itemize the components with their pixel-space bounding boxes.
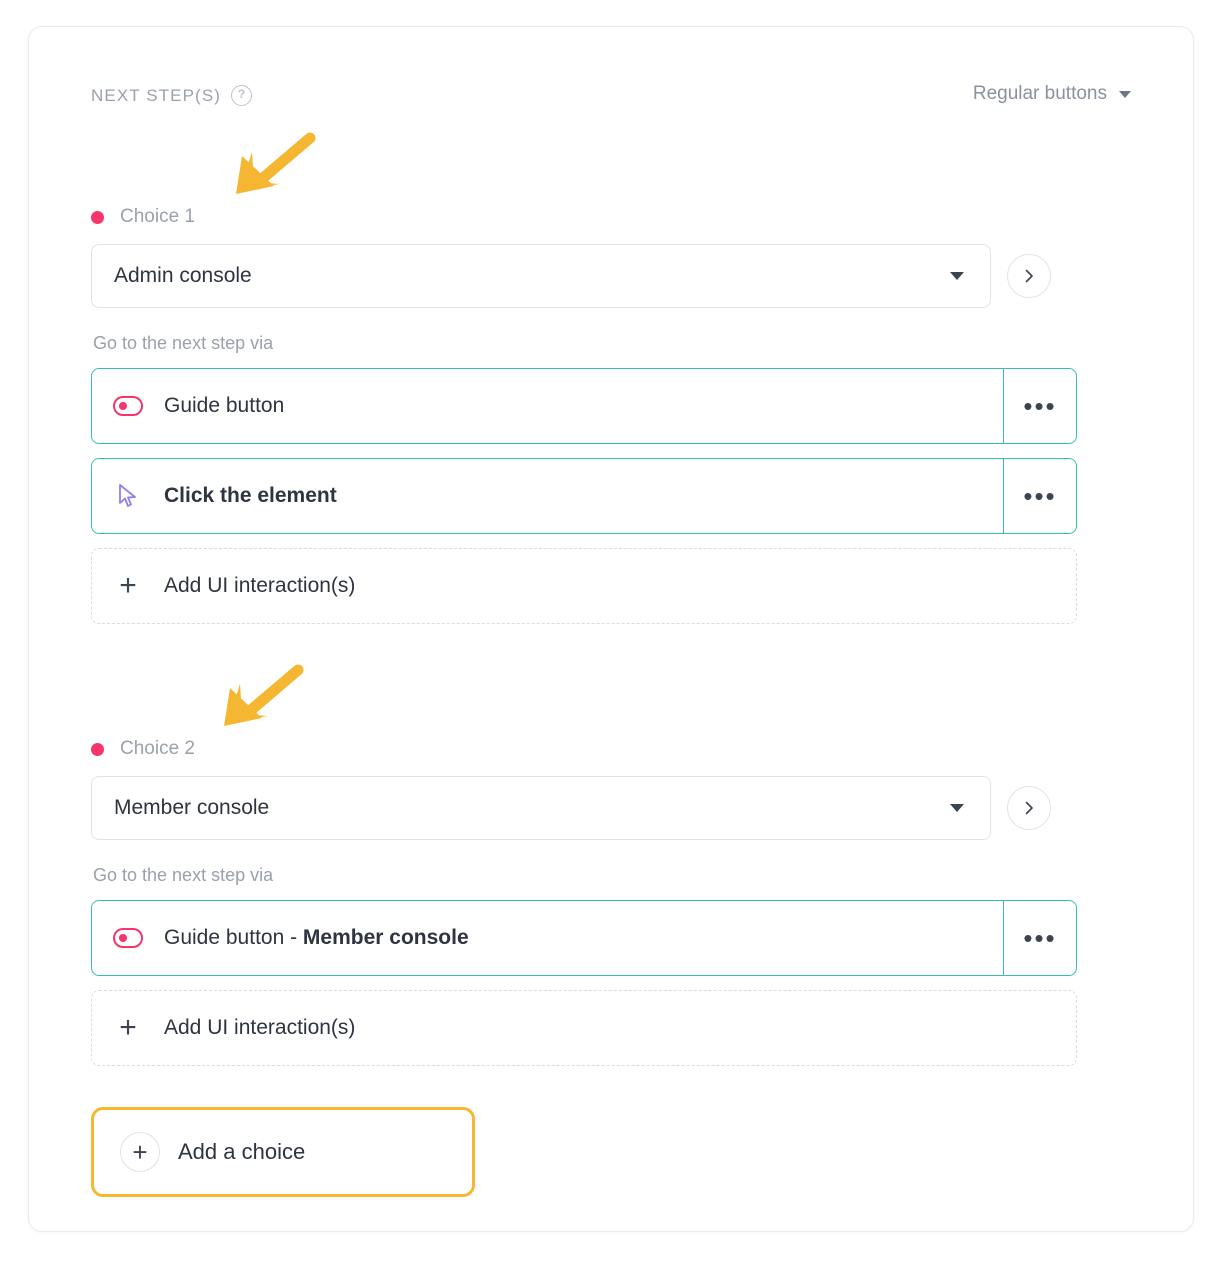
page-title: NEXT STEP(S) xyxy=(91,85,222,105)
button-mode-label: Regular buttons xyxy=(972,83,1107,104)
plus-icon: + xyxy=(119,1011,137,1044)
choice-1-header xyxy=(91,205,1133,229)
choice-2-interaction-1-strong: Member console xyxy=(302,926,469,949)
choice-2-interaction-1-label xyxy=(164,926,469,950)
next-steps-panel xyxy=(28,26,1194,1232)
choice-1-go-button[interactable] xyxy=(1007,254,1051,298)
choice-2-interaction-1-menu[interactable]: ••• xyxy=(1003,901,1076,975)
button-mode-dropdown[interactable] xyxy=(973,83,1131,105)
choice-1-interaction-2-label: Click the element xyxy=(164,484,337,507)
add-a-choice-label: Add a choice xyxy=(178,1139,306,1164)
chevron-down-icon xyxy=(950,272,964,280)
plus-icon: + xyxy=(120,1132,160,1172)
choice-2-label: Choice 2 xyxy=(120,738,195,759)
choice-1-interaction-guide-button[interactable] xyxy=(91,368,1077,444)
guide-button-icon xyxy=(92,928,164,948)
choice-2-add-ui-interaction[interactable] xyxy=(91,990,1077,1066)
choice-1-add-ui-interaction-label: Add UI interaction(s) xyxy=(164,574,356,597)
choice-block-1 xyxy=(91,205,1133,624)
choice-2-header xyxy=(91,737,1133,761)
choice-2-select-row xyxy=(91,776,1133,840)
choice-1-interaction-2-menu[interactable]: ••• xyxy=(1003,459,1076,533)
plus-icon: + xyxy=(119,569,137,602)
choice-2-go-button[interactable] xyxy=(1007,786,1051,830)
choice-dot-icon xyxy=(91,743,104,756)
choice-1-select[interactable] xyxy=(91,244,991,308)
choice-2-add-ui-interaction-label: Add UI interaction(s) xyxy=(164,1016,356,1039)
choice-block-2 xyxy=(91,737,1133,1066)
cursor-click-icon xyxy=(92,483,164,509)
chevron-down-icon xyxy=(950,804,964,812)
choice-1-via-label: Go to the next step via xyxy=(93,333,274,353)
choice-2-interaction-1-prefix: Guide button - xyxy=(164,926,303,949)
choice-1-interaction-1-menu[interactable]: ••• xyxy=(1003,369,1076,443)
choice-1-select-row xyxy=(91,244,1133,308)
chevron-right-icon xyxy=(1021,800,1037,816)
section-header xyxy=(91,85,252,106)
choice-2-interaction-guide-button[interactable] xyxy=(91,900,1077,976)
add-a-choice-button[interactable] xyxy=(91,1107,475,1197)
choice-dot-icon xyxy=(91,211,104,224)
choice-1-interaction-1-label: Guide button xyxy=(164,394,285,417)
choice-1-add-ui-interaction[interactable] xyxy=(91,548,1077,624)
question-mark-icon[interactable]: ? xyxy=(231,85,252,106)
chevron-down-icon xyxy=(1119,91,1131,98)
choice-2-select-value: Member console xyxy=(114,796,270,819)
guide-button-icon xyxy=(92,396,164,416)
choice-1-label: Choice 1 xyxy=(120,206,195,227)
choice-1-interaction-click-element[interactable] xyxy=(91,458,1077,534)
choice-2-via-label: Go to the next step via xyxy=(93,865,274,885)
chevron-right-icon xyxy=(1021,268,1037,284)
choice-1-select-value: Admin console xyxy=(114,264,252,287)
choice-2-select[interactable] xyxy=(91,776,991,840)
